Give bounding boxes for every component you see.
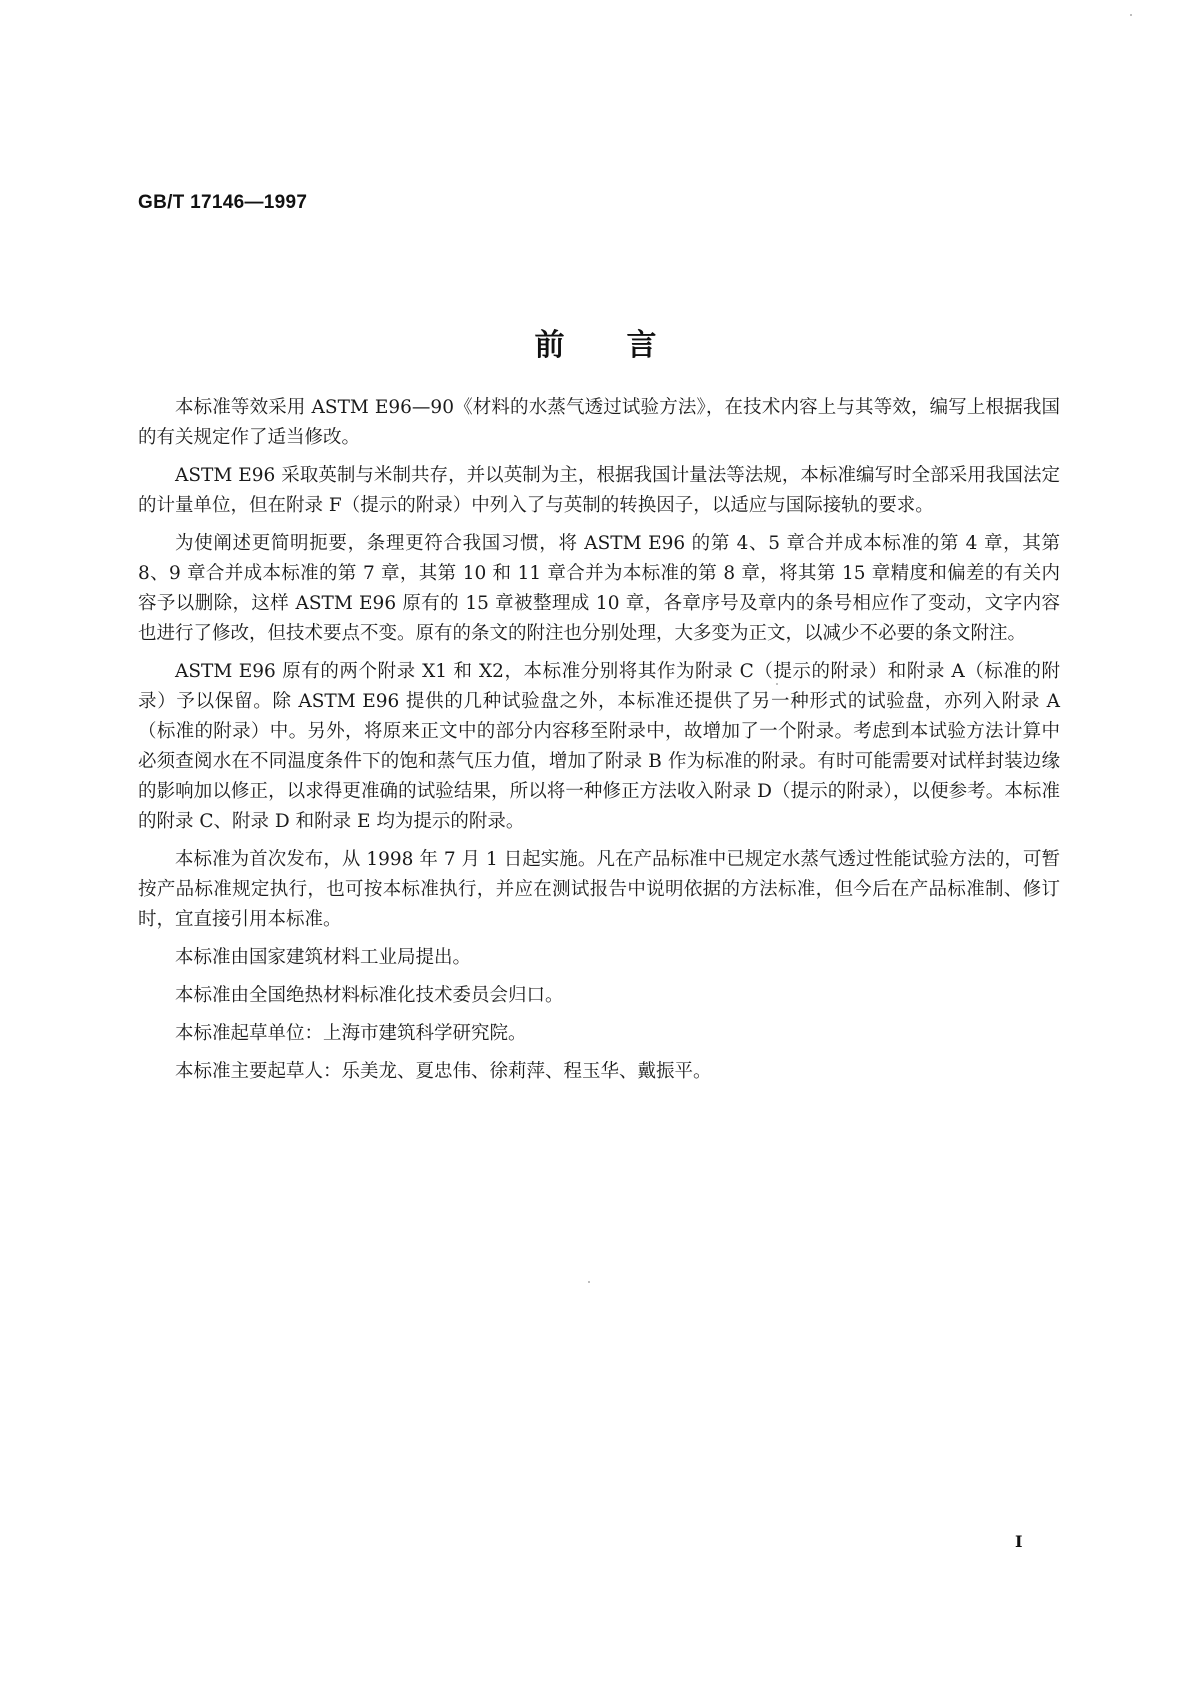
foreword-body (138, 393, 1060, 1095)
scan-speck (776, 683, 778, 685)
page-number: Ⅰ (1015, 1532, 1023, 1551)
paragraph: 本标准主要起草人：乐美龙、夏忠伟、徐莉萍、程玉华、戴振平。 (175, 1061, 712, 1082)
paragraph: 本标准起草单位：上海市建筑科学研究院。 (175, 1023, 527, 1044)
paragraph: 本标准由国家建筑材料工业局提出。 (175, 947, 472, 968)
paragraph: 为使阐述更简明扼要，条理更符合我国习惯，将 ASTM E96 的第 4、5 章合并成本标准的第 4 章，其第 8、9 章合并成本标准的第 7 章，其第 10 和 11 章合并为本标准的第 8 章，将其第 15 章精度和偏差的有关内容予以删除，这样 ASTM E96 原有的 15 章被整理成 10 章，各章序号及章内的条号相应作了变动，文字内容也进行了修改，但技术要点不变。原有的条文的附注也分别处理，大多变为正文，以减少不必要的条文附注。 (138, 533, 1060, 644)
paragraph: 本标准由全国绝热材料标准化技术委员会归口。 (175, 985, 564, 1006)
scan-speck (1130, 14, 1132, 16)
paragraph: ASTM E96 原有的两个附录 X1 和 X2，本标准分别将其作为附录 C（提示的附录）和附录 A（标准的附录）予以保留。除 ASTM E96 提供的几种试验盘之外，本标准还提供了另一种形式的试验盘，亦列入附录 A（标准的附录）中。另外，将原来正文中的部分内容移至附录中，故增加了一个附录。考虑到本试验方法计算中必须查阅水在不同温度条件下的饱和蒸气压力值，增加了附录 B 作为标准的附录。有时可能需要对试样封装边缘的影响加以修正，以求得更准确的试验结果，所以将一种修正方法收入附录 D（提示的附录），以便参考。本标准的附录 C、附录 D 和附录 E 均为提示的附录。 (138, 661, 1060, 832)
standard-code: GB/T 17146—1997 (138, 192, 308, 213)
paragraph: 本标准为首次发布，从 1998 年 7 月 1 日起实施。凡在产品标准中已规定水蒸气透过性能试验方法的，可暂按产品标准规定执行，也可按本标准执行，并应在测试报告中说明依据的方法标准，但今后在产品标准制、修订时，宜直接引用本标准。 (138, 849, 1060, 930)
scan-speck (588, 1281, 590, 1283)
paragraph: 本标准等效采用 ASTM E96—90《材料的水蒸气透过试验方法》，在技术内容上与其等效，编写上根据我国的有关规定作了适当修改。 (138, 397, 1060, 448)
paragraph: ASTM E96 采取英制与米制共存，并以英制为主，根据我国计量法等法规，本标准编写时全部采用我国法定的计量单位，但在附录 F（提示的附录）中列入了与英制的转换因子，以适应与国际接轨的要求。 (138, 465, 1060, 516)
page-title: 前言 (534, 328, 719, 363)
